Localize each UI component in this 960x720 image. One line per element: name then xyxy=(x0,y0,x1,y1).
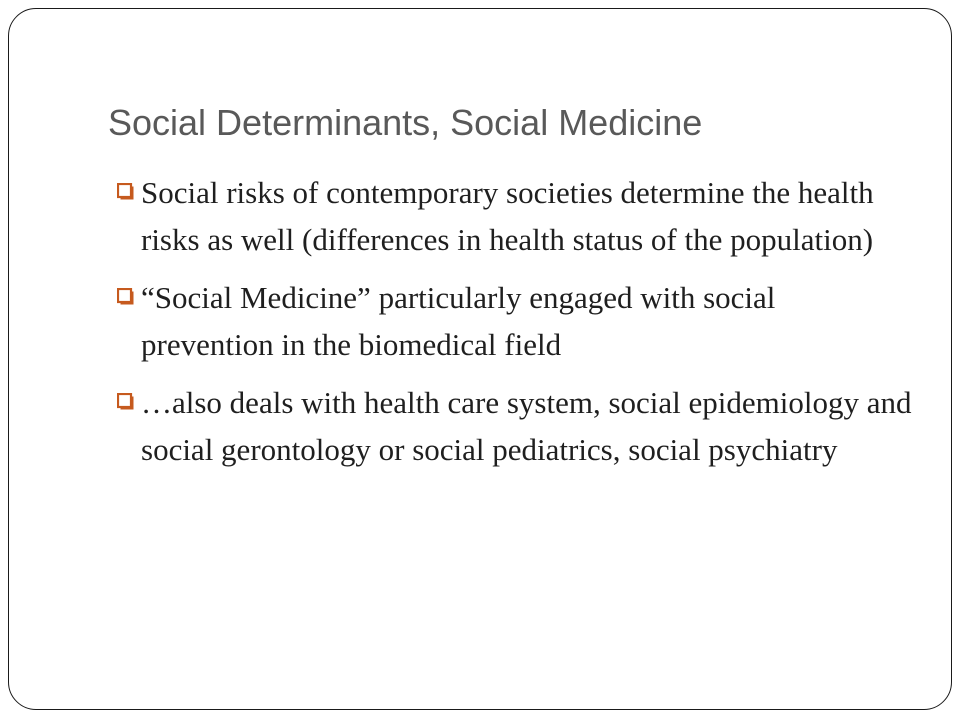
bullet-list xyxy=(115,169,915,484)
bullet-text: …also deals with health care system, social epidemiology and social gerontology or social pediatrics, social psychiatry xyxy=(141,385,912,467)
slide-title: Social Determinants, Social Medicine xyxy=(108,102,703,143)
bullet-item xyxy=(115,379,915,473)
checkbox-square-icon xyxy=(117,183,134,200)
bullet-text: Social risks of contemporary societies determine the health risks as well (differences in health status of the population) xyxy=(141,175,874,257)
bullet-item xyxy=(115,169,915,263)
slide-frame xyxy=(8,8,952,710)
checkbox-square-icon xyxy=(117,393,134,410)
bullet-text: “Social Medicine” particularly engaged with social prevention in the biomedical field xyxy=(141,280,776,362)
checkbox-square-icon xyxy=(117,288,134,305)
bullet-item xyxy=(115,274,915,368)
